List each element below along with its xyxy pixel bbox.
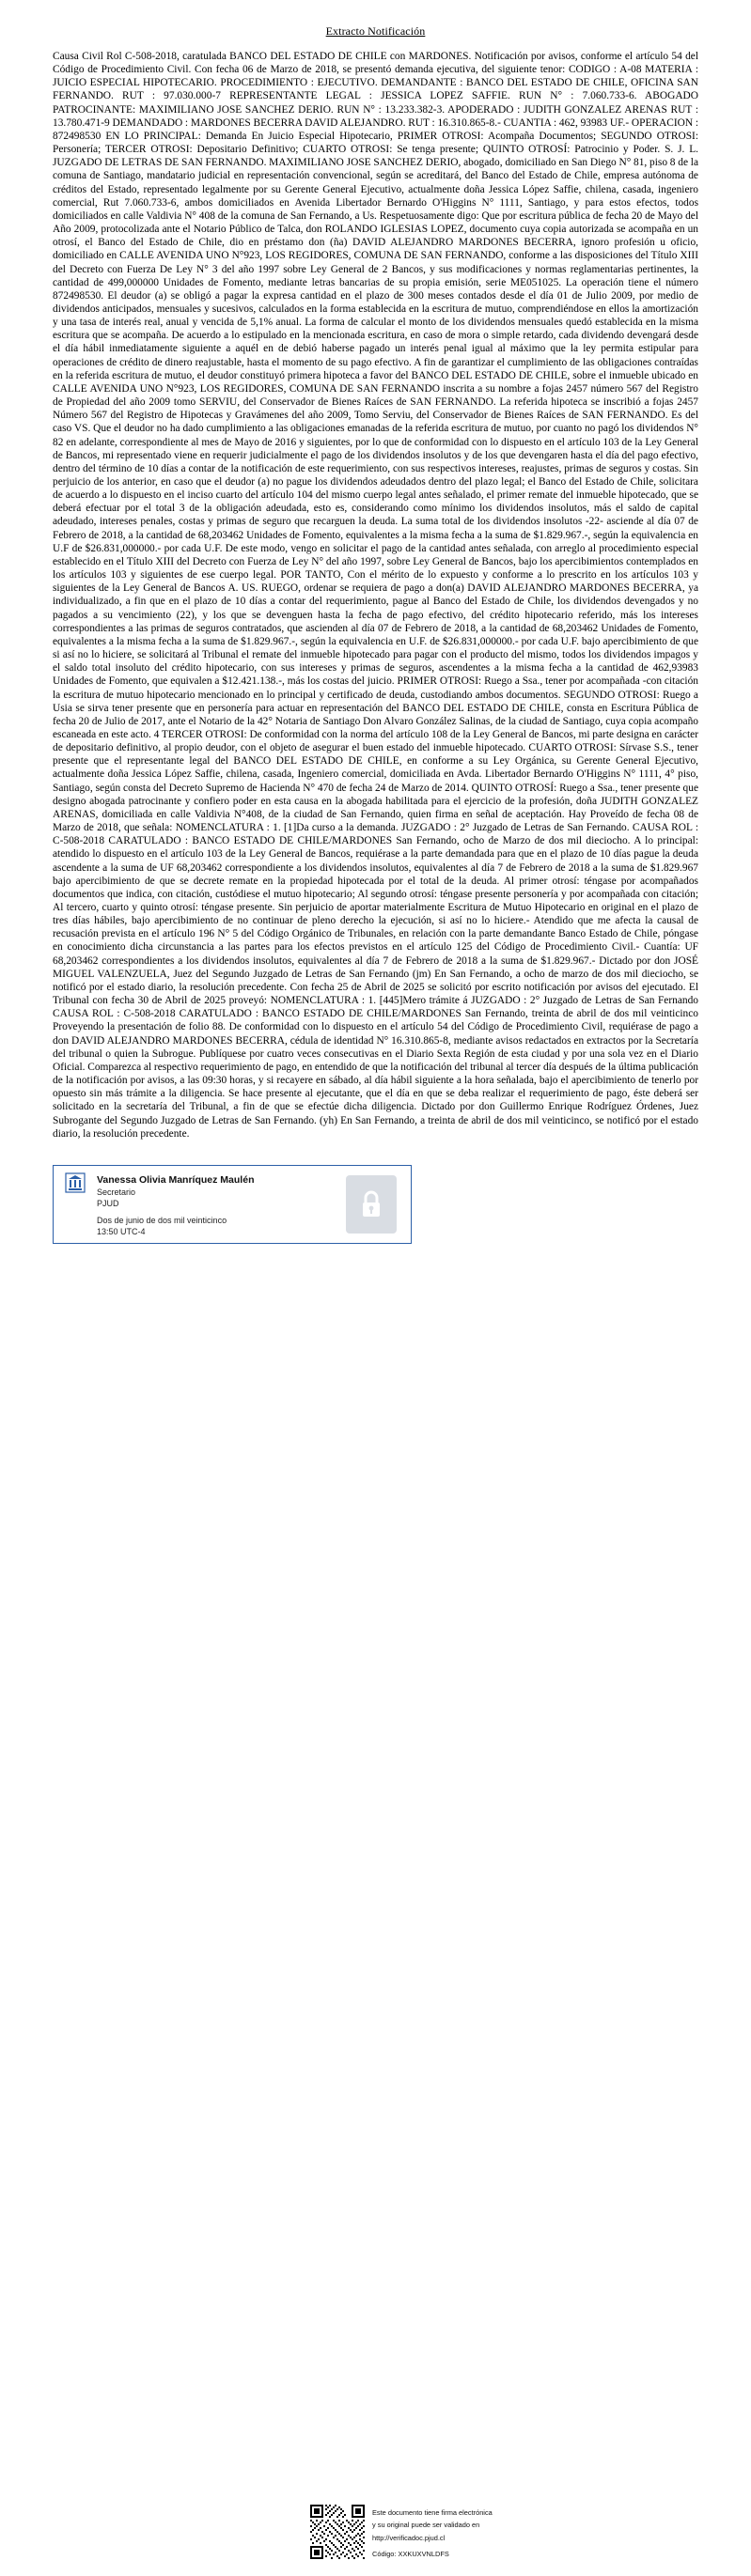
signature-time: 13:50 UTC-4: [97, 1226, 146, 1236]
document-body: [53, 50, 698, 1141]
footer-texts: [372, 2505, 493, 2559]
court-building-icon: [54, 1166, 97, 1243]
electronic-signature-stamp: [53, 1165, 412, 1244]
body-paragraph: Causa Civil Rol C-508-2018, caratulada BANCO DEL ESTADO DE CHILE con MARDONES. Notificación por avisos, conforme el artículo 54 del Código de Procedimiento Civil. Con fecha 06 de Marzo de 2018, se presentó demanda ejecutiva, del siguiente tenor: CODIGO : A-08 MATERIA : JUICIO ESPECIAL HIPOTECARIO. PROCEDIMIENTO : EJECUTIVO. DEMANDANTE : BANCO DEL ESTADO DE CHILE, OFICINA SAN FERNANDO. RUT : 97.030.000-7 REPRESENTANTE LEGAL : JESSICA LOPEZ SAFFIE. RUN N° : 7.060.733-6. ABOGADO PATROCINANTE: MAXIMILIANO JOSE SANCHEZ DERIO. RUN N° : 13.233.382-3. APODERADO : JUDITH GONZALEZ ARENAS RUT : 13.780.471-9 DEMANDADO : MARDONES BECERRA DAVID ALEJANDRO. RUT : 16.310.865-8.- CUANTIA : 462, 93983 UF.- OPERACION : 872498530 EN LO PRINCIPAL: Demanda En Juicio Especial Hipotecario, PRIMER OTROSI: Acompaña Documentos; SEGUNDO OTROSI: Personería; TERCER OTROSI: Depositario Definitivo; CUARTO OTROSI: Se tenga presente; QUINTO OTROSÍ: Patrocinio y Poder. S. J. L. JUZGADO DE LETRAS DE SAN FERNANDO. MAXIMILIANO JOSE SANCHEZ DERIO, abogado, domiciliado en San Diego N° 81, piso 8 de la comuna de Santiago, mandatario judicial en representación convencional, según se acreditará, del Banco del Estado de Chile, empresa autónoma de créditos del Estado, representado legalmente por su Gerente General Ejecutivo, actualmente doña Jessica López Saffie, chilena, casada, ingeniero comercial, Rut 7.060.733-6, ambos domiciliados en Avenida Libertador Bernardo O'Higgins N° 1111, Santiago, y para estos efectos, todos domiciliados en calle Valdivia N° 408 de la comuna de San Fernando, a Us. Respetuosamente digo: Que por escritura pública de fecha 20 de Mayo del Año 2009, protocolizada ante el Notario Público de Talca, don ROLANDO IGLESIAS LOPEZ, documento cuya copia autorizada se acompaña en un otrosí, el Banco del Estado de Chile, dio en préstamo don (ña) DAVID ALEJANDRO MARDONES BECERRA, ignoro profesión u oficio, domiciliado en CALLE AVENIDA UNO N°923, LOS REGIDORES, COMUNA DE SAN FERNANDO, conforme a las disposiciones del Título XIII del Decreto con Fuerza De Ley N° 3 del año 1997 sobre Ley General de 2 Bancos, y sus modificaciones y normas reglamentarias pertinentes, la cantidad de 499,000000 Unidades de Fomento, mediante letras bancarias de su propia emisión, serie ME051025. La operación tiene el número 872498530. El deudor (a) se obligó a pagar la expresa cantidad en el plazo de 300 meses contados desde el día 01 de Julio 2009, por medio de dividendos anticipados, mensuales y sucesivos, calculados en la forma establecida en la escritura de mutuo, comprendiéndose en ellos la amortización y una tasa de interés real, anual y vencida de 5,1% anual. La forma de calcular el monto de los dividendos mensuales quedó establecida en la misma escritura que se acompaña. De acuerdo a lo estipulado en la mencionada escritura, en caso de mora o simple retardo, cada dividendo devengará desde el día hábil inmediatamente siguiente a aquél en de debió haberse pagado un interés penal igual al máximo que la ley permita estipular para operaciones de crédito de dinero reajustable, hasta el momento de su pago efectivo. A fin de garantizar el cumplimiento de las obligaciones contraídas en la referida escritura de mutuo, el deudor constituyó primera hipoteca a favor del BANCO DEL ESTADO DE CHILE, sobre el inmueble ubicado en CALLE AVENIDA UNO N°923, LOS REGIDORES, COMUNA DE SAN FERNANDO inscrita a su nombre a fojas 2457 número 567 del Registro de Propiedad del año 2009 tomo SERVIU, del Conservador de Bienes Raíces de SAN FERNANDO. La referida hipoteca se inscribió a fojas 2457 Número 567 del Registro de Hipotecas y Gravámenes del año 2009, Tomo Serviu, del Conservador de Bienes Raíces de SAN FERNANDO. Es del caso VS. Que el deudor no ha dado cumplimiento a las obligaciones emanadas de la referida escritura de mutuo, por cuanto no pagó los dividendos N° 82 en adelante, correspondiente al mes de Mayo de 2016 y siguientes, por lo que de conformidad con lo dispuesto en el artículo 103 de la Ley General de Bancos, mi representado viene en requerir judicialmente el pago de los dividendos insolutos y de los que devengaren hasta el día del pago efectivo, dentro del término de 10 días a contar de la notificación de este requerimiento, con sus respectivos intereses, reajustes, primas de seguros y costas. Sin perjuicio de los anterior, en caso que el deudor (a) no pague los dividendos adeudados dentro del plazo legal; el Banco del Estado de Chile, solicitara de acuerdo a lo dispuesto en el inciso cuarto del artículo 104 del mismo cuerpo legal antes señalado, el primer remate del inmueble hipotecado, que se deberá efectuar por el total 3 de la obligación adeudada, esto es, considerando como mínimo los dividendos insolutos, más el saldo de capital adeudado, intereses penales, costas y primas de seguro que recarguen la deuda. La suma total de los dividendos insolutos -22- asciende al día 07 de Febrero de 2018, a la cantidad de 68,203462 Unidades de Fomento, equivalentes a la misma fecha a la suma de $1.829.967.-, según la equivalencia en U.F de $26.831,000000.- por cada U.F. De este modo, vengo en solicitar el pago de la cantidad antes señalada, con arreglo al procedimiento especial establecido en el Título XIII del Decreto con Fuerza de Ley N° del año 1997, sobre Ley General de Bancos, bajo los apercibimientos contemplados en los artículos 103 y siguientes de ese cuerpo legal. POR TANTO, Con el mérito de lo expuesto y conforme a lo prescrito en los artículos 103 y siguientes de la Ley General de Bancos A. US. RUEGO, ordenar se requiera de pago a don(a) DAVID ALEJANDRO MARDONES BECERRA, ya individualizado, a fin que en el plazo de 10 días a contar del requerimiento, pague al Banco del Estado de Chile, los dividendos devengados y no pagados a su vencimiento (22), y los que se devenguen hasta la fecha de pago efectivo, del crédito hipotecario referido, más los intereses correspondientes a las primas de seguros contratados, que ascienden al día 07 de Febrero de 2018, a la cantidad de 68,203462 Unidades de Fomento, equivalentes a la misma fecha a la suma de $1.829.967.-, según la equivalencia en U.F. de $26.831,000000.- por cada U.F. bajo apercibimiento de que si así no lo hiciere, se solicitará al Tribunal el remate del inmueble hipotecado para pagar con el producto del mismo, todos los dividendos impagos y el saldo total insoluto del crédito hipotecario, con sus intereses y primas de seguros, ascendentes a la misma fecha a la cantidad de 462,93983 Unidades de Fomento, que equivalen a $12.421.138.-, más los costas del juicio. PRIMER OTROSI: Ruego a Ssa., tener por acompañada -con citación la escritura de mutuo hipotecario mencionado en lo principal y certificado de deuda, custodiando ambos documentos. SEGUNDO OTROSI: Ruego a Usia se sirva tener presente que en personería para actuar en representación del BANCO DEL ESTADO DE CHILE, consta en Escritura Pública de fecha 20 de Julio de 2017, ante el Notario de la 42° Notaria de Santiago Don Alvaro González Salinas, de la ciudad de Santiago, cuya copia acompaño escaneada en este acto. 4 TERCER OTROSI: De conformidad con la norma del artículo 108 de la Ley General de Bancos, mi parte designa en carácter de depositario definitivo, al propio deudor, con el objeto de asegurar el buen estado del inmueble hipotecado. CUARTO OTROSI: Sírvase S.S., tener presente que el representante legal del BANCO DEL ESTADO DE CHILE, en conforme a su Ley Orgánica, su Gerente General Ejecutivo, actualmente doña Jessica López Saffie, chilena, casada, Ingeniero comercial, domiciliada en Avda. Libertador Bernardo O'Higgins N° 1111, 4° piso, Santiago, según consta del Decreto Supremo de Hacienda N° 470 de fecha 24 de Marzo de 2014. QUINTO OTROSÍ: Ruego a Ssa., tener presente que designo abogada patrocinante y confiero poder en esta causa en la abogada habilitada para el ejercicio de la profesión, doña JUDITH GONZALEZ ARENAS, domiciliada en calle Valdivia N°408, de la ciudad de San Fernando, quien firma en señal de aceptación. Hay Proveído de fecha 08 de Marzo de 2018, que señala: NOMENCLATURA : 1. [1]Da curso a la demanda. JUZGADO : 2° Juzgado de Letras de San Fernando. CAUSA ROL : C-508-2018 CARATULADO : BANCO ESTADO DE CHILE/MARDONES San Fernando, ocho de Marzo de dos mil dieciocho. A lo principal: atendido lo dispuesto en el artículo 103 de la Ley General de Bancos, requiérase a la parte demandada para que en el plazo de 10 días pague la deuda ascendente a la suma de UF 68,203462 correspondiente a los dividendos insolutos, equivalentes al día 7 de Febrero de 2018 a la suma de $1.829.967 bajo apercibimiento de que se decrete remate en la propiedad hipotecada por el total de la deuda. Al primer otrosí: téngase por acompañados documentos que indica, con citación, custódiese el mutuo hipotecario; Al segundo otrosí: téngase presente personería y por acompañada con citación; Al tercero, cuarto y quinto otrosí: téngase presente. Sin perjuicio de aportar materialmente Escritura de Mutuo Hipotecario en original en el plazo de tres días hábiles, bajo apercibimiento de no continuar de pleno derecho la ejecución, si así no lo hiciere.- Atendido que me afecta la causal de recusación prevista en el artículo 196 N° 5 del Código Orgánico de Tribunales, en relación con la parte demandante Banco Estado de Chile, póngase en conocimiento dicha circunstancia a las partes para los efectos previstos en el artículo 125 del Código de Procedimiento Civil.- Cuantía: UF 68,203462 correspondientes a los dividendos insolutos, equivalentes al día 7 de Febrero de 2018 a la suma de $1.829.967.- Dictado por don JOSÉ MIGUEL VALENZUELA, Juez del Segundo Juzgado de Letras de San Fernando (jm) En San Fernando, a ocho de marzo de dos mil dieciocho, se notificó por el estado diario, la resolución precedente. Con fecha 25 de Abril de 2025 se solicitó por escrito notificación por avisos del ejecutado. El Tribunal con fecha 30 de Abril de 2025 proveyó: NOMENCLATURA : 1. [445]Mero trámite á JUZGADO : 2° Juzgado de Letras de San Fernando CAUSA ROL : C-508-2018 CARATULADO : BANCO ESTADO DE CHILE/MARDONES San Fernando, treinta de abril de dos mil veinticinco Proveyendo la presentación de folio 88. De conformidad con lo dispuesto en el artículo 54 del Código de Procedimiento Civil, requiérase de pago a don DAVID ALEJANDRO MARDONES BECERRA, cédula de identidad N° 16.310.865-8, mediante avisos redactados en extractos por la Secretaría del tribunal o quien la Subrogue. Publíquese por cuatro veces consecutivas en el Diario Sexta Región de esta ciudad y por una sola vez en el Diario Oficial. Comparezca al respectivo requerimiento de pago, en entendido de que la notificación del tribunal al tercer día después de la última publicación de la notificación por avisos, a las 09:30 horas, y si recayere en sábado, al día hábil siguiente a la hora señalada, bajo el apercibimiento de tenerlo por opuesto sin más trámite a la diligencia. Se hace presente al ejecutante, que el día en que se deba realizar el requerimiento de pago, éste deberá ser solicitado en la secretaría del Tribunal, a fin de que se efectúe dicha diligencia. Dictado por don Guillermo Enrique Rodríguez Órdenes, Juez Subrogante del Segundo Juzgado de Letras de San Fernando. (yh) En San Fernando, a treinta de abril de dos mil veinticinco, se notificó por el estado diario, la resolución precedente.: [53, 51, 698, 1140]
signer-role: Secretario: [97, 1187, 136, 1197]
qr-code: [310, 2505, 365, 2559]
signer-name: Vanessa Olivia Manríquez Maulén: [97, 1173, 255, 1186]
footer-line-2: y su original puede ser validado en: [372, 2521, 480, 2530]
document-code-value: XXKUXVNLDFS: [398, 2550, 449, 2559]
signature-date: Dos de junio de dos mil veinticinco: [97, 1215, 227, 1225]
footer-line-1: Este documento tiene firma electrónica: [372, 2508, 493, 2517]
signer-institution: PJUD: [97, 1198, 119, 1208]
document-code: [372, 2550, 493, 2558]
lock-icon: [346, 1175, 397, 1234]
page-title: Extracto Notificación: [325, 24, 426, 38]
signature-details: [97, 1166, 332, 1243]
document-code-label: Código:: [372, 2550, 397, 2559]
signature-lock-area: [332, 1166, 411, 1243]
document-footer: [310, 2505, 705, 2559]
verification-url[interactable]: http://verificadoc.pjud.cl: [372, 2533, 446, 2542]
